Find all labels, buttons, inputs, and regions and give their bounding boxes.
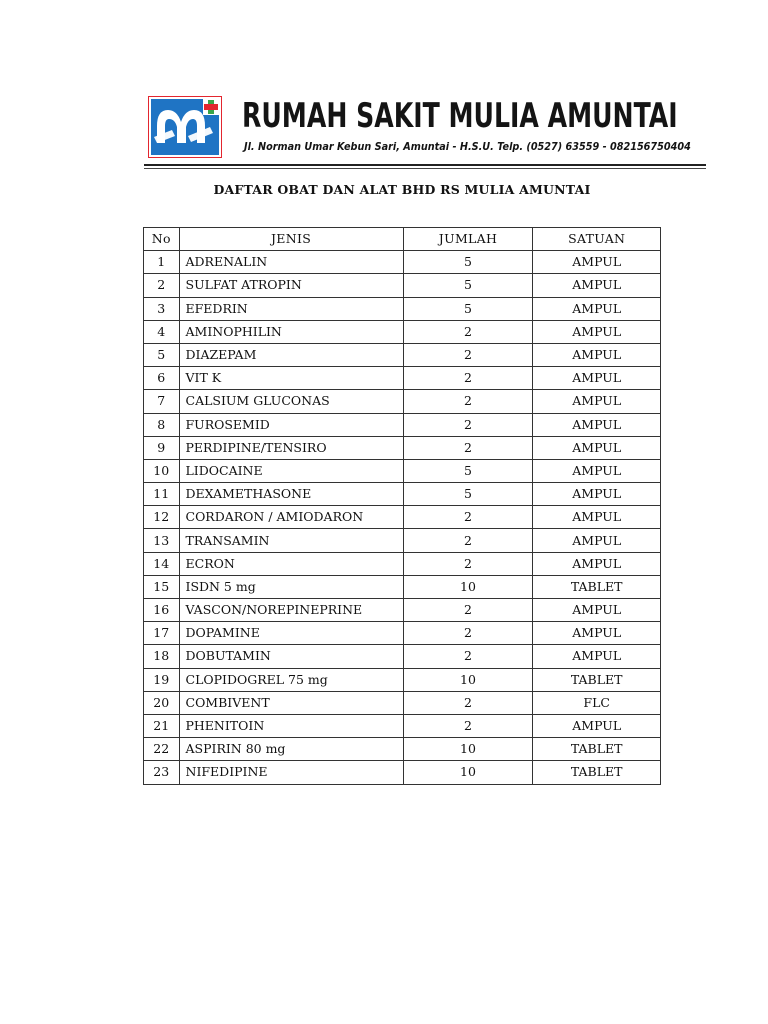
cell-jenis: ADRENALIN (179, 251, 403, 274)
cell-satuan: AMPUL (533, 506, 661, 529)
cell-jenis: EFEDRIN (179, 297, 403, 320)
table-row (144, 645, 661, 668)
cell-jenis: SULFAT ATROPIN (179, 274, 403, 297)
cell-jenis: ECRON (179, 552, 403, 575)
cell-satuan: AMPUL (533, 459, 661, 482)
table-row (144, 343, 661, 366)
cell-satuan: AMPUL (533, 297, 661, 320)
cell-no: 10 (144, 459, 180, 482)
document-title: DAFTAR OBAT DAN ALAT BHD RS MULIA AMUNTAI (213, 182, 591, 197)
cell-jenis: AMINOPHILIN (179, 320, 403, 343)
cell-no: 14 (144, 552, 180, 575)
cell-satuan: AMPUL (533, 413, 661, 436)
table-row (144, 668, 661, 691)
cell-jenis: VIT K (179, 367, 403, 390)
table-row (144, 367, 661, 390)
cell-no: 22 (144, 738, 180, 761)
cell-jumlah: 2 (403, 622, 533, 645)
cell-satuan: AMPUL (533, 274, 661, 297)
cell-jumlah: 2 (403, 343, 533, 366)
cell-jumlah: 5 (403, 459, 533, 482)
cell-satuan: TABLET (533, 668, 661, 691)
cell-jenis: CORDARON / AMIODARON (179, 506, 403, 529)
cell-jenis: PHENITOIN (179, 714, 403, 737)
table-row (144, 436, 661, 459)
cell-satuan: AMPUL (533, 343, 661, 366)
cell-no: 17 (144, 622, 180, 645)
table-row (144, 483, 661, 506)
cell-no: 8 (144, 413, 180, 436)
table-body (144, 251, 661, 784)
cell-satuan: AMPUL (533, 622, 661, 645)
hospital-logo-icon (148, 96, 222, 158)
cell-satuan: TABLET (533, 761, 661, 784)
cell-no: 20 (144, 691, 180, 714)
table-row (144, 575, 661, 598)
cell-jenis: DEXAMETHASONE (179, 483, 403, 506)
cell-satuan: TABLET (533, 738, 661, 761)
cell-satuan: AMPUL (533, 552, 661, 575)
cell-no: 7 (144, 390, 180, 413)
cell-jumlah: 2 (403, 645, 533, 668)
table-row (144, 761, 661, 784)
table-row (144, 529, 661, 552)
cell-satuan: AMPUL (533, 320, 661, 343)
cell-no: 4 (144, 320, 180, 343)
cell-jumlah: 2 (403, 691, 533, 714)
cell-no: 9 (144, 436, 180, 459)
header-divider (144, 164, 706, 166)
cell-jumlah: 2 (403, 714, 533, 737)
cell-satuan: AMPUL (533, 390, 661, 413)
cell-jenis: DOBUTAMIN (179, 645, 403, 668)
cell-no: 19 (144, 668, 180, 691)
cell-jenis: CALSIUM GLUCONAS (179, 390, 403, 413)
table-row (144, 459, 661, 482)
table-row (144, 320, 661, 343)
cell-jenis: TRANSAMIN (179, 529, 403, 552)
cell-no: 21 (144, 714, 180, 737)
table-row (144, 552, 661, 575)
cell-satuan: AMPUL (533, 714, 661, 737)
cell-jumlah: 5 (403, 251, 533, 274)
cell-jenis: ASPIRIN 80 mg (179, 738, 403, 761)
cell-satuan: AMPUL (533, 529, 661, 552)
cell-jenis: PERDIPINE/TENSIRO (179, 436, 403, 459)
cell-jumlah: 10 (403, 575, 533, 598)
table-row (144, 274, 661, 297)
cell-jumlah: 2 (403, 413, 533, 436)
table-header-row (144, 228, 661, 251)
drug-table (143, 227, 661, 785)
cell-jumlah: 2 (403, 552, 533, 575)
table-row (144, 413, 661, 436)
table-row (144, 714, 661, 737)
cell-satuan: AMPUL (533, 645, 661, 668)
hospital-name: RUMAH SAKIT MULIA AMUNTAI (242, 96, 678, 136)
cell-satuan: AMPUL (533, 367, 661, 390)
cell-no: 1 (144, 251, 180, 274)
table-row (144, 691, 661, 714)
cell-jumlah: 2 (403, 390, 533, 413)
cell-jenis: COMBIVENT (179, 691, 403, 714)
cell-satuan: AMPUL (533, 599, 661, 622)
letterhead (146, 94, 706, 160)
header-no: No (144, 228, 180, 251)
header-satuan: SATUAN (533, 228, 661, 251)
cell-jumlah: 2 (403, 599, 533, 622)
cell-no: 23 (144, 761, 180, 784)
cell-no: 18 (144, 645, 180, 668)
cell-jenis: NIFEDIPINE (179, 761, 403, 784)
table-row (144, 251, 661, 274)
cell-no: 5 (144, 343, 180, 366)
table-row (144, 738, 661, 761)
header-jumlah: JUMLAH (403, 228, 533, 251)
cell-no: 16 (144, 599, 180, 622)
cell-no: 12 (144, 506, 180, 529)
cell-satuan: AMPUL (533, 251, 661, 274)
cell-satuan: AMPUL (533, 483, 661, 506)
cell-jumlah: 5 (403, 483, 533, 506)
hospital-address: Jl. Norman Umar Kebun Sari, Amuntai - H.S.U. Telp. (0527) 63559 - 082156750404 (244, 140, 691, 153)
cell-satuan: FLC (533, 691, 661, 714)
table-row (144, 297, 661, 320)
cell-no: 15 (144, 575, 180, 598)
cell-jumlah: 5 (403, 297, 533, 320)
cell-jenis: FUROSEMID (179, 413, 403, 436)
cell-jenis: LIDOCAINE (179, 459, 403, 482)
cell-jumlah: 2 (403, 436, 533, 459)
table-row (144, 506, 661, 529)
header-jenis: JENIS (179, 228, 403, 251)
cell-no: 2 (144, 274, 180, 297)
cell-jumlah: 10 (403, 738, 533, 761)
cell-satuan: TABLET (533, 575, 661, 598)
table-row (144, 390, 661, 413)
cell-no: 6 (144, 367, 180, 390)
cell-jumlah: 2 (403, 320, 533, 343)
cell-no: 3 (144, 297, 180, 320)
header-divider-thin (144, 168, 706, 169)
cell-jumlah: 10 (403, 668, 533, 691)
cell-jenis: ISDN 5 mg (179, 575, 403, 598)
cell-no: 11 (144, 483, 180, 506)
table-row (144, 622, 661, 645)
cell-jumlah: 10 (403, 761, 533, 784)
cell-jumlah: 2 (403, 367, 533, 390)
cell-jumlah: 2 (403, 529, 533, 552)
cell-jenis: DOPAMINE (179, 622, 403, 645)
cell-jenis: DIAZEPAM (179, 343, 403, 366)
cell-jenis: CLOPIDOGREL 75 mg (179, 668, 403, 691)
table-row (144, 599, 661, 622)
cell-satuan: AMPUL (533, 436, 661, 459)
cell-jumlah: 2 (403, 506, 533, 529)
cell-jumlah: 5 (403, 274, 533, 297)
cell-no: 13 (144, 529, 180, 552)
cell-jenis: VASCON/NOREPINEPRINE (179, 599, 403, 622)
